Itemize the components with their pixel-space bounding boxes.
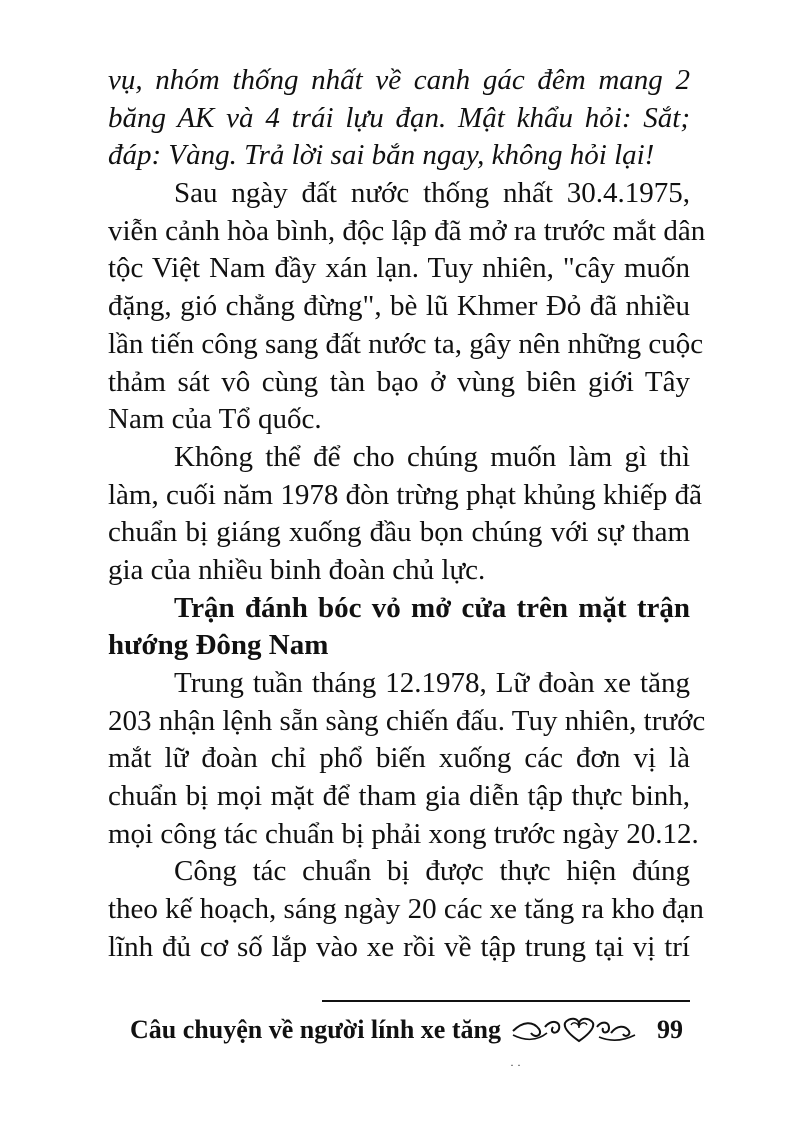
swirl-ornament-icon xyxy=(509,1015,639,1045)
body-line: viễn cảnh hòa bình, độc lập đã mở ra trước mắt dân xyxy=(108,214,706,247)
body-line: thảm sát vô cùng tàn bạo ở vùng biên giới Tây xyxy=(108,365,690,398)
paragraph-first-line: Không thể để cho chúng muốn làm gì thì xyxy=(174,440,690,473)
body-line: 203 nhận lệnh sẵn sàng chiến đấu. Tuy nhiên, trước xyxy=(108,704,706,737)
print-specks: · · xyxy=(510,1058,521,1072)
page-number: 99 xyxy=(657,1015,683,1044)
body-line: lĩnh đủ cơ số lắp vào xe rồi về tập trung tại vị trí xyxy=(108,930,690,963)
body-line: chuẩn bị mọi mặt để tham gia diễn tập thực binh, xyxy=(108,780,690,813)
footer-rule xyxy=(322,1000,690,1002)
book-title: Câu chuyện về người lính xe tăng xyxy=(130,1015,501,1044)
body-line: Nam của Tổ quốc. xyxy=(108,403,322,436)
body-text xyxy=(108,62,706,967)
body-line: làm, cuối năm 1978 đòn trừng phạt khủng khiếp đã xyxy=(108,478,703,511)
body-line: lần tiến công sang đất nước ta, gây nên những cuộc xyxy=(108,327,704,360)
paragraph-first-line: Công tác chuẩn bị được thực hiện đúng xyxy=(174,855,690,888)
body-line: tộc Việt Nam đầy xán lạn. Tuy nhiên, "cây muốn xyxy=(108,252,690,285)
body-line: theo kế hoạch, sáng ngày 20 các xe tăng ra kho đạn xyxy=(108,893,704,926)
body-line: mọi công tác chuẩn bị phải xong trước ngày 20.12. xyxy=(108,817,699,850)
body-line: băng AK và 4 trái lựu đạn. Mật khẩu hỏi: Sắt; xyxy=(108,101,690,134)
body-line: đặng, gió chẳng đừng", bè lũ Khmer Đỏ đã nhiều xyxy=(108,290,690,323)
section-heading-line: Trận đánh bóc vỏ mở cửa trên mặt trận xyxy=(174,591,690,624)
body-line: chuẩn bị giáng xuống đầu bọn chúng với sự tham xyxy=(108,516,690,549)
paragraph-first-line: Trung tuần tháng 12.1978, Lữ đoàn xe tăng xyxy=(174,667,690,699)
body-line: vụ, nhóm thống nhất về canh gác đêm mang 2 xyxy=(108,64,690,96)
body-line: gia của nhiều binh đoàn chủ lực. xyxy=(108,553,486,586)
paragraph-first-line: Sau ngày đất nước thống nhất 30.4.1975, xyxy=(174,177,690,210)
running-footer xyxy=(130,1010,639,1050)
body-line: mắt lữ đoàn chỉ phổ biến xuống các đơn vị là xyxy=(108,742,690,775)
body-line: đáp: Vàng. Trả lời sai bắn ngay, không hỏi lại! xyxy=(108,139,655,172)
section-heading-line: hướng Đông Nam xyxy=(108,629,329,662)
